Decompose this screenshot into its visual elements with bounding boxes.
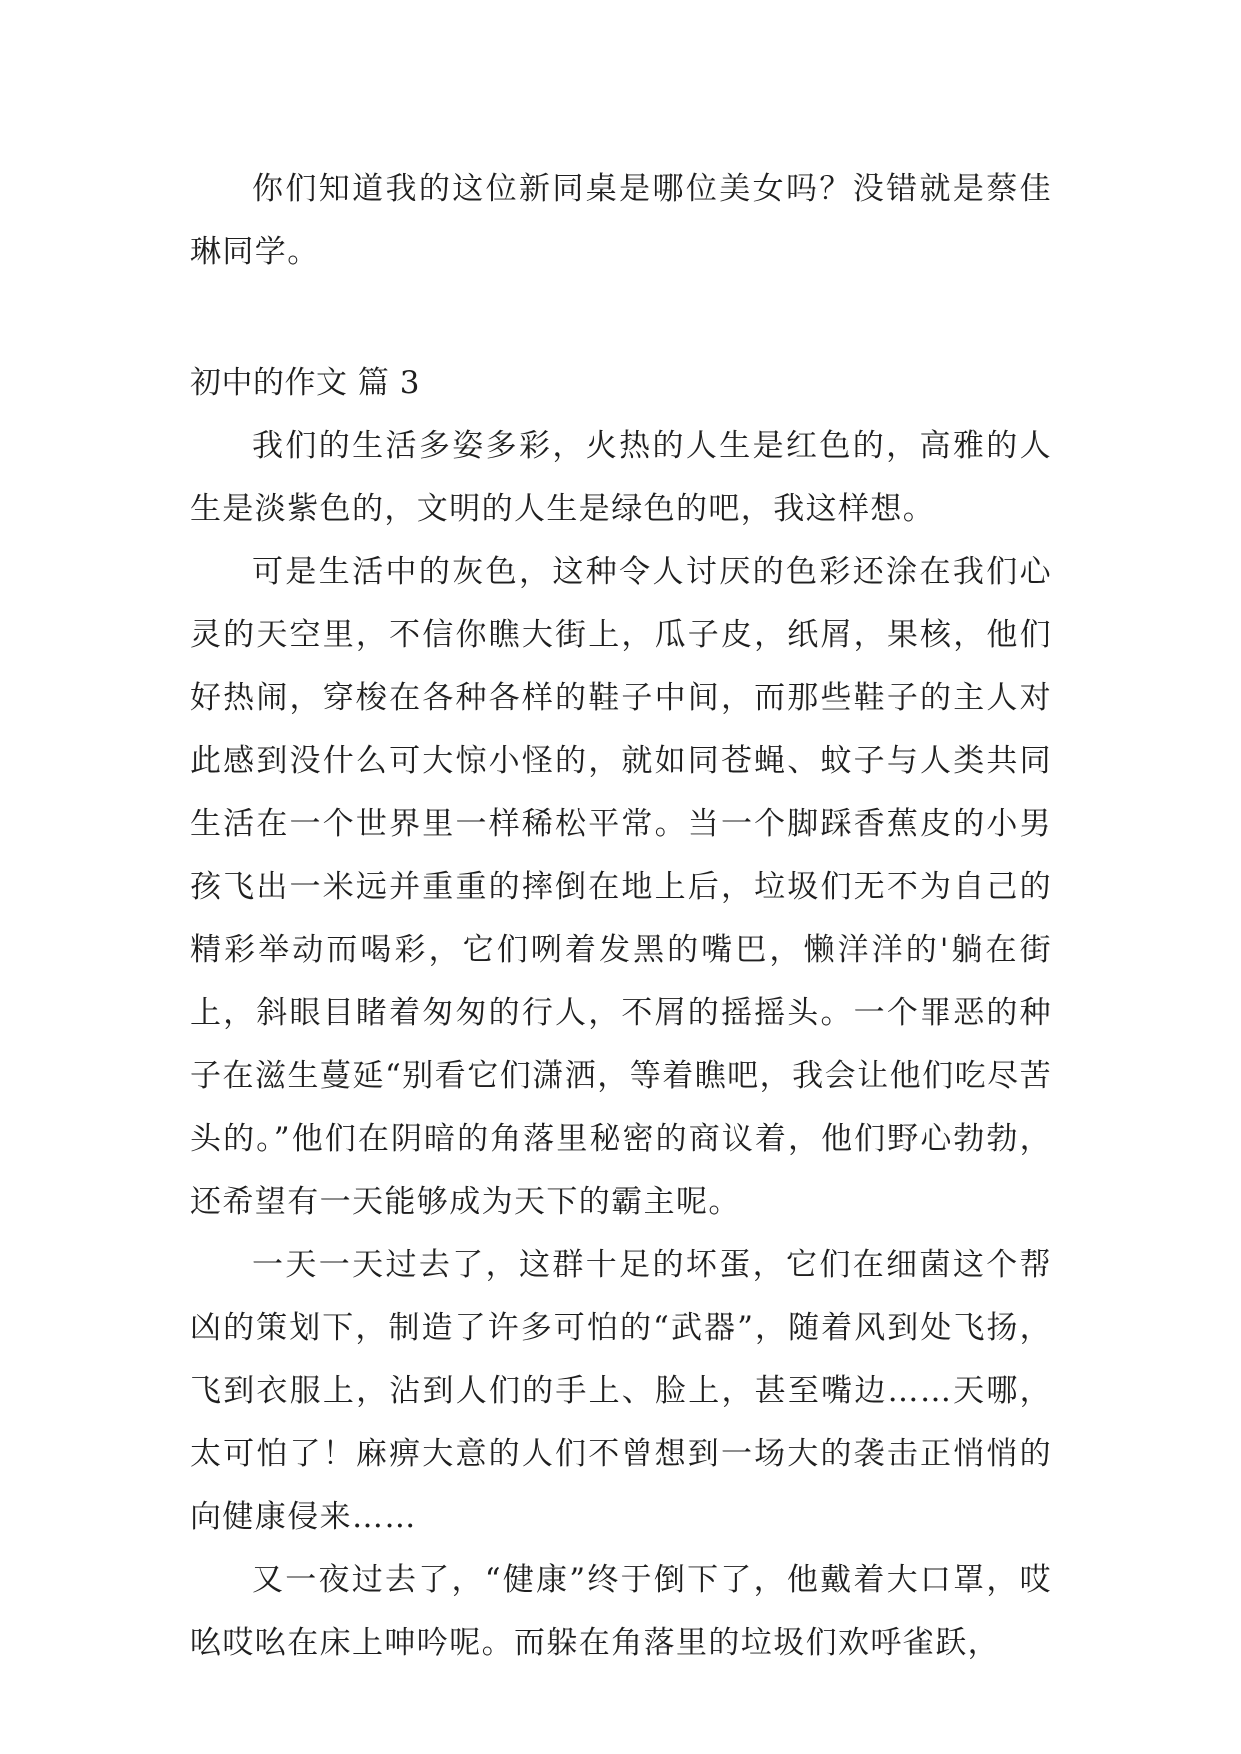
document-page [190, 158, 1052, 1675]
body-paragraph-4: 又一夜过去了，“健康”终于倒下了，他戴着大口罩，哎吆哎吆在床上呻吟呢。而躲在角落里的垃圾们欢呼雀跃， [190, 1562, 1052, 1661]
section-spacer [190, 284, 1052, 352]
body-paragraph-1: 我们的生活多姿多彩，火热的人生是红色的，高雅的人生是淡紫色的，文明的人生是绿色的吧，我这样想。 [190, 428, 1052, 527]
body-paragraph-2: 可是生活中的灰色，这种令人讨厌的色彩还涂在我们心灵的天空里，不信你瞧大街上，瓜子皮，纸屑，果核，他们好热闹，穿梭在各种各样的鞋子中间，而那些鞋子的主人对此感到没什么可大惊小怪的，就如同苍蝇、蚊子与人类共同生活在一个世界里一样稀松平常。当一个脚踩香蕉皮的小男孩飞出一米远并重重的摔倒在地上后，垃圾们无不为自己的精彩举动而喝彩，它们咧着发黑的嘴巴，懒洋洋的'躺在街上，斜眼目睹着匆匆的行人，不屑的摇摇头。一个罪恶的种子在滋生蔓延“别看它们潇洒，等着瞧吧，我会让他们吃尽苦头的。”他们在阴暗的角落里秘密的商议着，他们野心勃勃，还希望有一天能够成为天下的霸主呢。 [190, 554, 1052, 1220]
intro-paragraph: 你们知道我的这位新同桌是哪位美女吗？没错就是蔡佳琳同学。 [190, 171, 1052, 270]
body-paragraph-3: 一天一天过去了，这群十足的坏蛋，它们在细菌这个帮凶的策划下，制造了许多可怕的“武器”，随着风到处飞扬，飞到衣服上，沾到人们的手上、脸上，甚至嘴边……天哪，太可怕了！麻痹大意的人们不曾想到一场大的袭击正悄悄的向健康侵来…… [190, 1247, 1052, 1535]
section-heading: 初中的作文 篇 3 [190, 365, 420, 401]
